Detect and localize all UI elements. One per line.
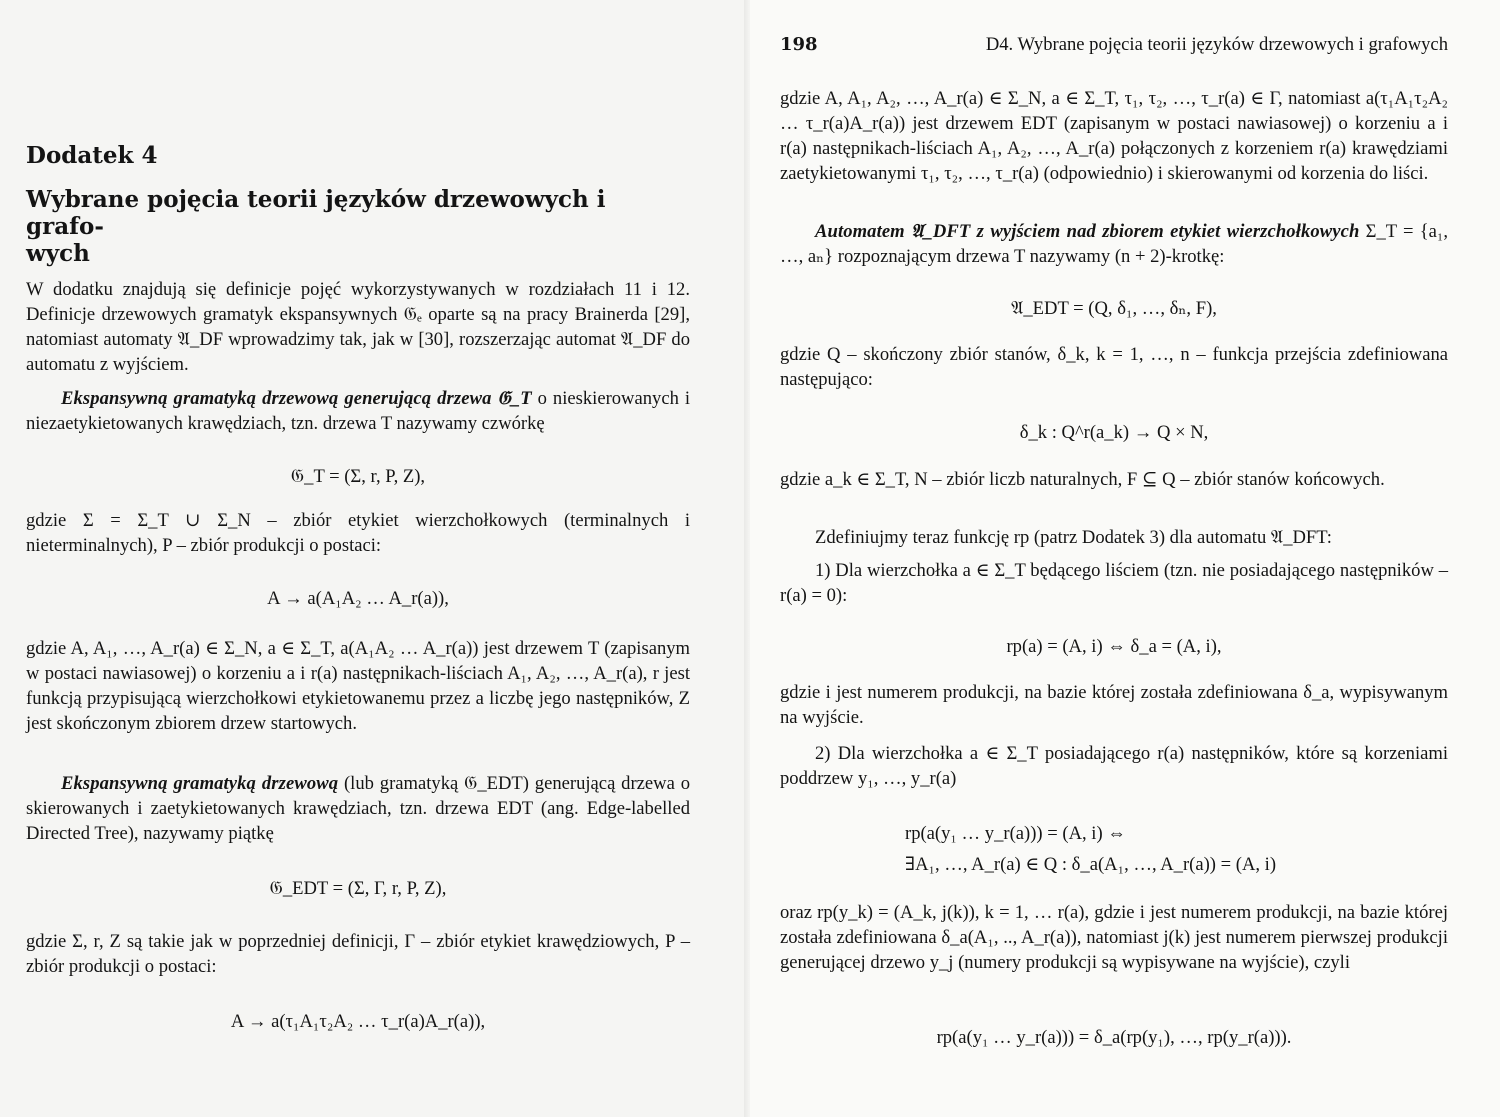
paragraph-case-1: 1) Dla wierzchołka a ∈ Σ_T będącego liściem (tzn. nie posiadającego następników – r(a) = 0): <box>780 560 1448 606</box>
equation-rp-leaf: rp(a) = (A, i) ⇔ δ_a = (A, i), <box>1006 636 1222 657</box>
equation-transition: δ_k : Q^r(a_k) → Q × N, <box>1019 422 1209 443</box>
paragraph-case-2: 2) Dla wierzchołka a ∈ Σ_T posiadającego r(a) następników, które są korzeniami poddrzew y₁, …, y_r(a) <box>780 743 1448 789</box>
page-number: 198 <box>780 34 818 55</box>
definition-term-3: Automatem 𝔄_DFT z wyjściem nad zbiorem etykiet wierzchołkowych <box>815 221 1360 242</box>
definition-term-2: Ekspansywną gramatyką drzewową <box>61 773 339 794</box>
paragraph-states: gdzie Q – skończony zbiór stanów, δ_k, k = 1, …, n – funkcja przejścia zdefiniowana następująco: <box>780 344 1448 390</box>
paragraph-edt-tree: gdzie A, A₁, A₂, …, A_r(a) ∈ Σ_N, a ∈ Σ_T, τ₁, τ₂, …, τ_r(a) ∈ Γ, natomiast a(τ₁A₁τ₂A₂ … τ_r(a)A_r(a)) jest drzewem EDT (zapisanym w postaci nawiasowej) o korzeniu a i r(a) następnikach-liściach A₁, A₂, …, A_r(a) połączonych z korzeniem r(a) krawędziami zaetykietowanymi τ₁, τ₂, …, τ_r(a) (odpowiednio) i skierowanymi od korzenia do liści. <box>780 88 1448 184</box>
chapter-title-line1: Wybrane pojęcia teorii języków drzewowych i grafo- <box>26 186 606 240</box>
running-head-title: D4. Wybrane pojęcia teorii języków drzewowych i grafowych <box>985 34 1448 55</box>
equation-rp-subtree <box>780 818 1448 880</box>
intro-paragraph: W dodatku znajdują się definicje pojęć wykorzystywanych w rozdziałach 11 i 12. Definicje drzewowych gramatyk ekspansywnych 𝔊ₑ oparte są na pracy Brainerda [29], natomiast automaty 𝔄_DF wprowadzimy tak, jak w [30], rozszerzając automat 𝔄_DF do automatu z wyjściem. <box>26 279 690 375</box>
definition-text-2: (lub gramatyką 𝔊_EDT) generującą drzewa o skierowanych i zaetykietowanych krawędziach, tzn. drzewa EDT (ang. Edge-labelled Directed Tree), nazywamy piątkę <box>26 773 690 844</box>
equation-rp-final: rp(a(y₁ … y_r(a))) = δ_a(rp(y₁), …, rp(y_r(a))). <box>936 1027 1292 1048</box>
definition-paragraph-2 <box>26 771 690 846</box>
paragraph-tree-t: gdzie A, A₁, …, A_r(a) ∈ Σ_N, a ∈ Σ_T, a(A₁A₂ … A_r(a)) jest drzewem T (zapisanym w postaci nawiasowej) o korzeniu a i r(a) następnikach-liściach A₁, A₂, …, A_r(a), r jest funkcją przypisującą wierzchołkowi etykietowanemu przez a liczbę jego następników, Z jest skończonym zbiorem drzew startowych. <box>26 638 690 734</box>
equation-automaton: 𝔄_EDT = (Q, δ₁, …, δₙ, F), <box>1011 298 1217 319</box>
equation-gt: 𝔊_T = (Σ, r, P, Z), <box>290 466 426 487</box>
chapter-title-line2: wych <box>26 240 90 267</box>
paragraph-production-number: gdzie i jest numerem produkcji, na bazie której została zdefiniowana δ_a, wypisywanym na wyjście. <box>780 682 1448 728</box>
paragraph-edge-labels: gdzie Σ, r, Z są takie jak w poprzedniej definicji, Γ – zbiór etykiet krawędziowych, P – zbiór produkcji o postaci: <box>26 931 690 977</box>
equation-production-1: A → a(A₁A₂ … A_r(a)), <box>267 588 449 609</box>
paragraph-define-rp: Zdefiniujmy teraz funkcję rp (patrz Dodatek 3) dla automatu 𝔄_DFT: <box>815 527 1332 548</box>
definition-text-1: o nieskierowanych i niezaetykietowanych krawędziach, tzn. drzewa T nazywamy czwórkę <box>26 388 690 434</box>
paragraph-sigma: gdzie Σ = Σ_T ∪ Σ_N – zbiór etykiet wierzchołkowych (terminalnych i nieterminalnych), P – zbiór produkcji o postaci: <box>26 510 690 556</box>
definition-text-3: Σ_T = {a₁, …, aₙ} rozpoznającym drzewa T nazywamy (n + 2)-krotkę: <box>780 221 1448 267</box>
paragraph-rp-yk: oraz rp(y_k) = (A_k, j(k)), k = 1, … r(a), gdzie i jest numerem produkcji, na bazie której została zdefiniowana δ_a(A₁, .., A_r(a)), natomiast j(k) jest numerem pierwszej produkcji generującej drzewo y_j (numery produkcji są wypisywane na wyjście), czyli <box>780 902 1448 973</box>
equation-gedt: 𝔊_EDT = (Σ, Γ, r, P, Z), <box>269 878 447 899</box>
running-header <box>780 34 1448 56</box>
paragraph-final-states: gdzie a_k ∈ Σ_T, N – zbiór liczb naturalnych, F ⊆ Q – zbiór stanów końcowych. <box>780 469 1385 490</box>
equation-rp-subtree-line2: ∃A₁, …, A_r(a) ∈ Q : δ_a(A₁, …, A_r(a)) = (A, i) <box>905 854 1277 875</box>
definition-term-1: Ekspansywną gramatyką drzewową generującą drzewa 𝔊_T <box>61 388 532 409</box>
chapter-label: Dodatek 4 <box>26 142 158 169</box>
definition-paragraph-1 <box>26 386 690 436</box>
definition-paragraph-3 <box>780 219 1448 269</box>
equation-rp-subtree-line1: rp(a(y₁ … y_r(a))) = (A, i) ⇔ <box>905 823 1126 844</box>
right-page <box>750 0 1500 1117</box>
chapter-title <box>26 186 690 267</box>
equation-production-2: A → a(τ₁A₁τ₂A₂ … τ_r(a)A_r(a)), <box>230 1011 486 1032</box>
